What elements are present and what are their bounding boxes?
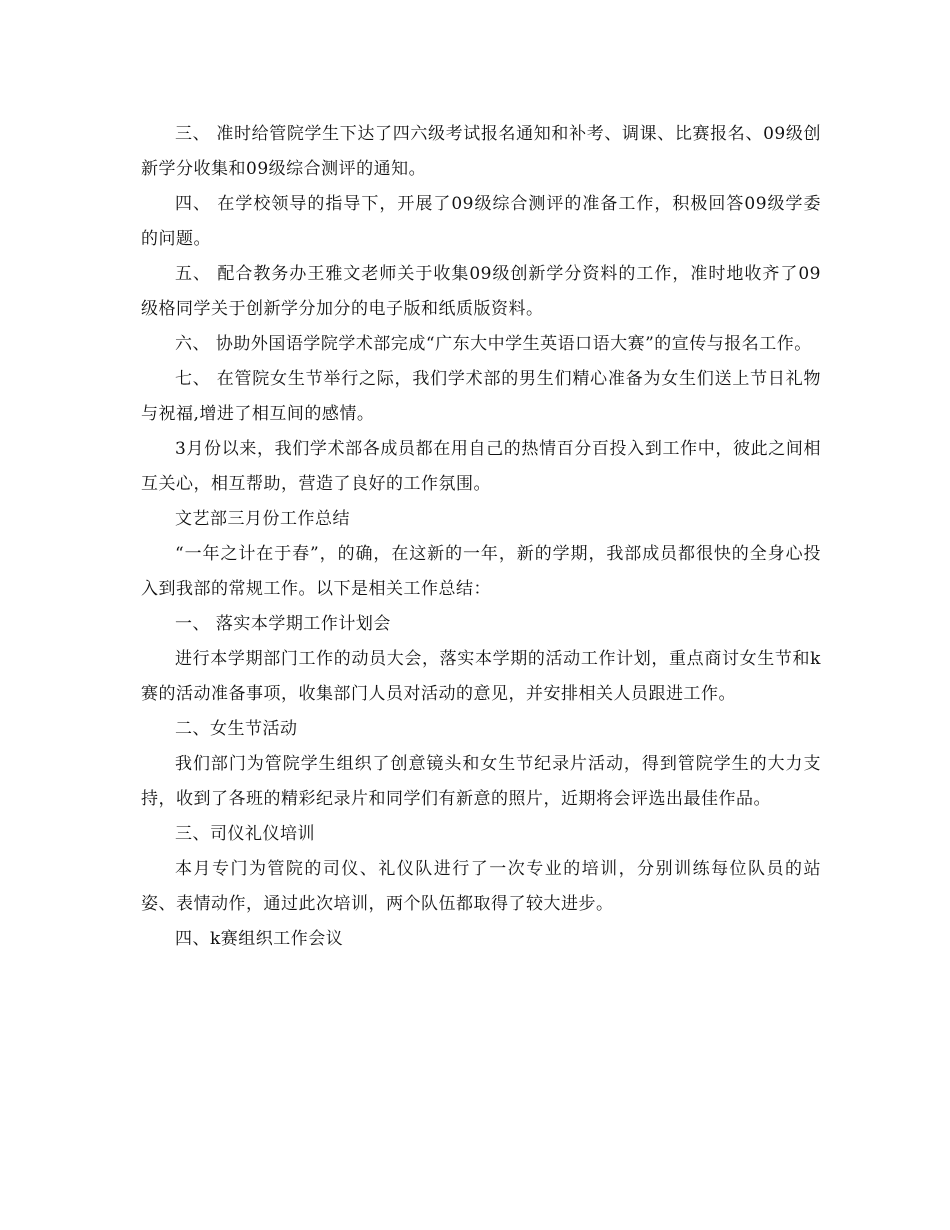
- paragraph-item-5-credits: 五、 配合教务办王雅文老师关于收集09级创新学分资料的工作，准时地收齐了09级格同学关于创新学分加分的电子版和纸质版资料。: [141, 264, 821, 319]
- section-heading-k-contest-meeting: 四、k赛组织工作会议: [175, 929, 344, 949]
- paragraph-intro-quote: “一年之计在于春”，的确，在这新的一年，新的学期，我部成员都很快的全身心投入到我部的常规工作。以下是相关工作总结：: [141, 544, 821, 599]
- section-heading-girls-day: 二、女生节活动: [175, 719, 298, 739]
- document-body: [141, 117, 821, 957]
- paragraph-etiquette-training: 本月专门为管院的司仪、礼仪队进行了一次专业的培训，分别训练每位队员的站姿、表情动作，通过此次培训，两个队伍都取得了较大进步。: [141, 859, 821, 914]
- paragraph-item-3-notices: 三、 准时给管院学生下达了四六级考试报名通知和补考、调课、比赛报名、09级创新学分收集和09级综合测评的通知。: [141, 124, 821, 179]
- paragraph-item-4-evaluation: 四、 在学校领导的指导下，开展了09级综合测评的准备工作，积极回答09级学委的问题。: [141, 194, 821, 249]
- section-heading-etiquette-training: 三、司仪礼仪培训: [175, 824, 315, 844]
- paragraph-march-summary: 3月份以来，我们学术部各成员都在用自己的热情百分百投入到工作中，彼此之间相互关心，相互帮助，营造了良好的工作氛围。: [141, 439, 821, 494]
- paragraph-girls-day: 我们部门为管院学生组织了创意镜头和女生节纪录片活动，得到管院学生的大力支持，收到了各班的精彩纪录片和同学们有新意的照片，近期将会评选出最佳作品。: [141, 754, 821, 809]
- paragraph-item-7-girls-day: 七、 在管院女生节举行之际，我们学术部的男生们精心准备为女生们送上节日礼物与祝福,增进了相互间的感情。: [141, 369, 821, 424]
- section-heading-plan-meeting: 一、 落实本学期工作计划会: [175, 614, 391, 634]
- section-heading-arts-dept: 文艺部三月份工作总结: [175, 509, 350, 529]
- paragraph-plan-meeting: 进行本学期部门工作的动员大会，落实本学期的活动工作计划，重点商讨女生节和k赛的活动准备事项，收集部门人员对活动的意见，并安排相关人员跟进工作。: [141, 649, 821, 704]
- paragraph-item-6-contest: 六、 协助外国语学院学术部完成“广东大中学生英语口语大赛”的宣传与报名工作。: [175, 334, 812, 354]
